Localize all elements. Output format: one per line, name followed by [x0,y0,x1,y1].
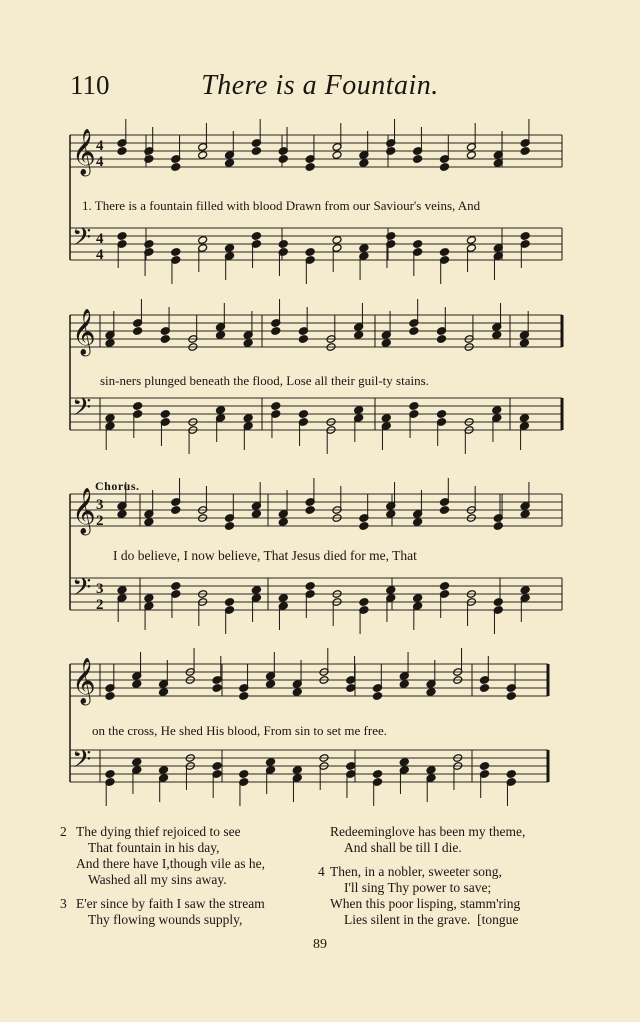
note-head [439,163,449,172]
note-head [251,510,261,519]
time-signature-bottom: 4 [96,154,104,170]
note-head [354,406,364,415]
hymn-number: 110 [70,70,110,100]
note-head [265,680,275,689]
note-head [493,522,503,531]
note-head [359,522,369,531]
note-head [386,586,396,595]
note-head [305,506,315,515]
note-head [224,244,234,253]
note-head [144,240,154,249]
note-head [215,331,225,340]
treble-clef-icon: 𝄞 [72,309,96,355]
treble-clef-icon: 𝄞 [72,129,96,175]
note-head [426,766,436,775]
note-head [399,680,409,689]
time-signature-bottom: 2 [96,513,104,529]
note-head [160,335,170,344]
note-head [251,147,261,156]
note-head [105,692,115,701]
note-head [346,762,356,771]
note-head [117,232,127,241]
verse-line: The dying thief rejoiced to see [76,824,241,839]
verse-line: That fountain in his day, [88,840,220,855]
note-head [171,582,181,591]
time-signature-top: 4 [96,231,104,247]
note-head [271,327,281,336]
note-head [413,155,423,164]
note-head [466,236,476,245]
note-head [292,766,302,775]
note-head [271,402,281,411]
verse-line: When this poor lisping, stamm'ring [330,896,521,911]
verse-line: I'll sing Thy power to save; [344,880,492,895]
note-head [520,510,530,519]
note-head [215,406,225,415]
time-signature-bottom: 2 [96,597,104,613]
bass-clef-icon: 𝄢 [72,573,92,608]
bass-clef-icon: 𝄢 [72,393,92,428]
note-head [439,582,449,591]
note-head [117,147,127,156]
time-signature-bottom: 4 [96,247,104,263]
verse-line: Washed all my sins away. [88,872,227,887]
note-head [105,339,115,348]
note-head [198,236,208,245]
note-head [520,586,530,595]
note-head [413,594,423,603]
note-head [372,692,382,701]
note-head [520,147,530,156]
note-head [359,159,369,168]
note-head [239,770,249,779]
note-head [224,159,234,168]
note-head [132,758,142,767]
note-head [243,414,253,423]
note-head [354,331,364,340]
note-head [105,414,115,423]
note-head [144,594,154,603]
note-head [436,410,446,419]
verse-line: Redeeminglove has been my theme, [330,824,526,839]
note-head [132,680,142,689]
note-head [492,406,502,415]
note-head [436,335,446,344]
note-head [493,598,503,607]
time-signature-top: 3 [96,497,104,513]
note-head [160,410,170,419]
note-head [144,155,154,164]
note-head [359,598,369,607]
note-head [298,410,308,419]
note-head [332,236,342,245]
note-head [171,506,181,515]
lyrics-line-4: on the cross, He shed His blood, From sin to set me free. [92,723,387,738]
note-head [386,232,396,241]
note-head [386,147,396,156]
note-head [520,232,530,241]
bass-clef-icon: 𝄢 [72,223,92,258]
lyrics-line-2: sin-ners plunged beneath the flood, Lose all their guil-ty stains. [100,373,429,388]
verse-line: And shall be till I die. [344,840,462,855]
note-head [278,155,288,164]
note-head [278,240,288,249]
verse-line: Lies silent in the grave. [tongue [344,912,519,927]
note-head [519,414,529,423]
hymn-title: There is a Fountain. [201,70,439,101]
note-head [305,248,315,257]
note-head [479,684,489,693]
note-head [399,758,409,767]
note-head [298,335,308,344]
note-head [359,244,369,253]
note-head [158,766,168,775]
note-head [381,339,391,348]
note-head [239,692,249,701]
note-head [519,339,529,348]
verse-line: Thy flowing wounds supply, [88,912,243,927]
verse-4-number: 4 [318,864,325,879]
lyrics-line-1: 1. There is a fountain filled with blood Drawn from our Saviour's veins, And [82,198,481,213]
note-head [439,248,449,257]
note-head [243,339,253,348]
note-head [144,518,154,527]
note-head [413,240,423,249]
note-head [332,151,342,160]
note-head [212,684,222,693]
note-head [171,163,181,172]
note-head [251,232,261,241]
note-head [466,151,476,160]
treble-clef-icon: 𝄞 [72,488,96,534]
note-head [305,582,315,591]
note-head [198,151,208,160]
note-head [439,506,449,515]
note-head [158,688,168,697]
note-head [224,598,234,607]
note-head [426,688,436,697]
chorus-label: Chorus. [95,479,140,493]
note-head [171,248,181,257]
note-head [278,518,288,527]
note-head [117,510,127,519]
note-head [133,327,143,336]
verse-2-number: 2 [60,824,67,839]
verse-3-number: 3 [60,896,67,911]
note-head [117,586,127,595]
note-head [105,770,115,779]
time-signature-top: 3 [96,581,104,597]
note-head [409,327,419,336]
lyrics-line-3: I do believe, I now believe, That Jesus died for me, That [113,548,417,563]
note-head [133,402,143,411]
note-head [409,402,419,411]
note-head [372,770,382,779]
note-head [278,594,288,603]
note-head [212,762,222,771]
page-number: 89 [313,937,327,952]
verse-line: And there have I,though vile as he, [76,856,265,871]
note-head [506,692,516,701]
note-head [506,770,516,779]
bass-clef-icon: 𝄢 [72,745,92,780]
verse-line: E'er since by faith I saw the stream [76,896,265,911]
note-head [479,762,489,771]
note-head [305,163,315,172]
time-signature-top: 4 [96,138,104,154]
note-head [413,518,423,527]
note-head [492,331,502,340]
treble-clef-icon: 𝄞 [72,658,96,704]
note-head [251,586,261,595]
note-head [265,758,275,767]
note-head [292,688,302,697]
verse-line: Then, in a nobler, sweeter song, [330,864,502,879]
note-head [386,510,396,519]
note-head [346,684,356,693]
note-head [381,414,391,423]
note-head [224,522,234,531]
